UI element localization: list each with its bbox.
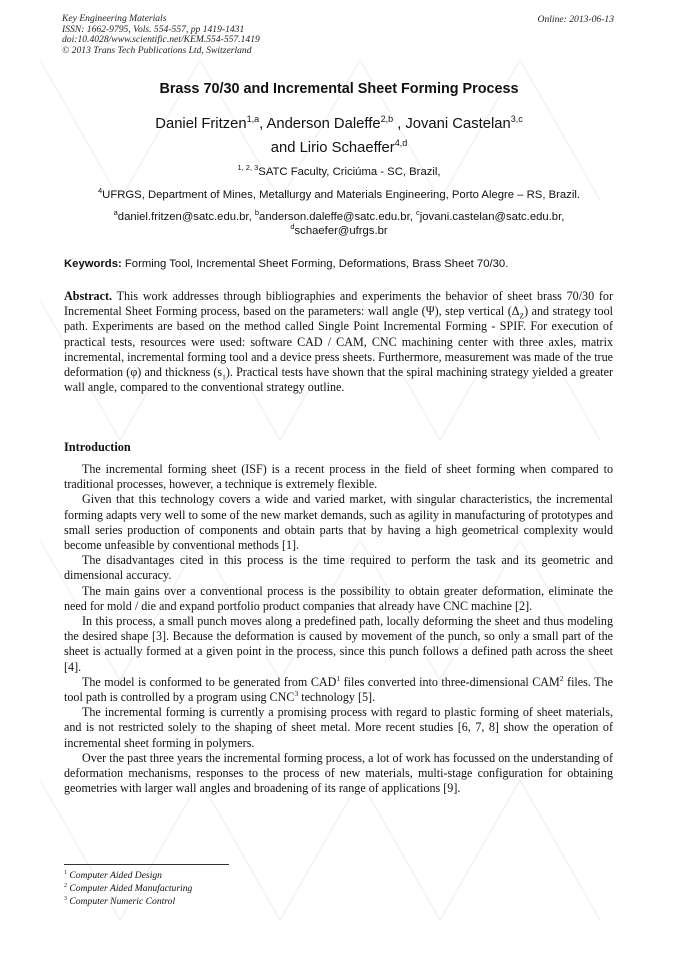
footnote-number: 2 [64, 883, 67, 889]
email-line-2 [0, 222, 678, 237]
author-affil-mark: 3,c [510, 114, 523, 124]
author-affil-mark: 1,a [246, 114, 260, 124]
abstract-label: Abstract. [64, 289, 113, 303]
paragraph: The incremental forming sheet (ISF) is a recent process in the field of sheet forming when compared to traditional processes, however, a technique is extremely flexible. [64, 462, 613, 492]
footnote-rule [64, 864, 229, 865]
footnote-text: Computer Aided Manufacturing [69, 883, 193, 895]
email-mark: b [254, 208, 260, 217]
section-heading: Introduction [64, 440, 131, 454]
paragraph: In this process, a small punch moves along a predefined path, locally deforming the sheet and thus modeling the desired shape [3]. Because the deformation is caused by movement of the punch, so only a small part of the sheet is actually formed at a given point in the process, since this punch follows a defined path across the sheet [4]. [64, 614, 613, 674]
text-run: files converted into three-dimensional CAM [340, 674, 560, 689]
author-affil-mark: 2,b [380, 114, 394, 124]
email-link[interactable]: daniel.fritzen@satc.edu.br, [117, 210, 255, 223]
author-name: , Anderson Daleffe [259, 115, 381, 132]
footnote-ref[interactable]: 3 [294, 689, 299, 699]
introduction-body [64, 462, 613, 796]
paragraph [64, 675, 613, 705]
subscript: Z [519, 311, 525, 321]
abstract-paragraph [64, 289, 613, 395]
paragraph: Given that this technology covers a wide and varied market, with singular characteristics, the incremental forming adapts very well to some of the new market demands, such as agility in manufacturing of prototypes and small series production of components and obtain parts that by having a high geometrical complexity would become unfeasible by conventional methods [1]. [64, 492, 613, 553]
footnote [64, 883, 192, 894]
paragraph: Over the past three years the incremental forming process, a lot of work has focussed on the understanding of deformation mechanisms, responses to the process of new materials, multi-stage configuration for obtaining geometries with larger wall angles and broadening of its range of applications [9]. [64, 750, 613, 796]
author-name: Daniel Fritzen [155, 115, 247, 132]
issn-line: ISSN: 1662-9795, Vols. 554-557, pp 1419-1431 [62, 23, 245, 35]
paragraph: The disadvantages cited in this process is the time required to perform the task and its geometric and dimensional accuracy. [64, 553, 613, 583]
paragraph: The main gains over a conventional process is the possibility to obtain greater deformation, eliminate the need for mold / die and expand portfolio product companies that already have CNC machine [2]. [64, 583, 613, 613]
email-link[interactable]: schaefer@ufrgs.br [294, 224, 388, 237]
keywords [64, 258, 508, 270]
copyright-line: © 2013 Trans Tech Publications Ltd, Switzerland [62, 44, 252, 56]
keywords-label: Keywords: [64, 258, 122, 270]
footnote-number: 1 [64, 870, 67, 876]
author-affil-mark: 4,d [394, 138, 408, 148]
footnote [64, 870, 162, 881]
abstract [64, 289, 613, 395]
keywords-text: Forming Tool, Incremental Sheet Forming, Deformations, Brass Sheet 70/30. [121, 258, 509, 270]
author-line-1 [0, 114, 678, 132]
footnote-number: 3 [64, 896, 67, 902]
doi-line: doi:10.4028/www.scientific.net/KEM.554-557.1419 [62, 34, 260, 46]
affil-text: UFRGS, Department of Mines, Metallurgy and Materials Engineering, Porto Alegre – RS, Brazil. [102, 188, 580, 201]
footnote-text: Computer Numeric Control [69, 896, 176, 908]
email-link[interactable]: jovani.castelan@satc.edu.br, [419, 210, 565, 223]
abstract-text: ). Practical tests have shown that the spiral machining strategy yielded a greater wall angle, compared to the conventional strategy outline. [64, 365, 613, 395]
text-run: technology [5]. [298, 690, 376, 705]
author-line-2 [0, 138, 678, 156]
author-name: , Jovani Castelan [393, 115, 511, 132]
author-name: and Lirio Schaeffer [270, 139, 395, 156]
footnote [64, 896, 175, 907]
journal-header [62, 14, 260, 56]
footnote-text: Computer Aided Design [69, 870, 162, 882]
journal-name: Key Engineering Materials [62, 13, 167, 24]
abstract-text: ) and strategy tool path. Experiments are based on the method called Single Point Incremental Forming - SPIF. For execution of practical tests, resources were used: software CAD / CAM, CNC machining center with three axles, matrix incremental, incremental forming tool and a device press sheets. Furthermore, measurement was made of the true deformation (φ) and thickness (s [64, 304, 613, 380]
affil-mark: 1, 2, 3 [237, 163, 259, 172]
text-run: files. The tool path is controlled by a program using CNC [64, 674, 613, 705]
affil-mark: 4 [98, 186, 103, 195]
email-mark: c [416, 208, 420, 217]
affiliation-1 [0, 163, 678, 178]
email-mark: d [290, 222, 295, 231]
abstract-text: This work addresses through bibliographies and experiments the behavior of sheet brass 70/30 for Incremental Sheet Forming process, based on the parameters: wall angle (Ψ), step vertical (Δ [64, 289, 613, 319]
subscript: 1 [222, 372, 226, 382]
paragraph: The incremental forming is currently a promising process with regard to plastic forming of sheet materials, and is not restricted solely to the shaping of sheet metal. More recent studies [6, 7, 8] show the operation of incremental sheet forming in polymers. [64, 705, 613, 750]
email-link[interactable]: anderson.daleffe@satc.edu.br, [259, 210, 417, 223]
affil-text: SATC Faculty, Criciúma - SC, Brazil, [258, 165, 441, 178]
text-run: The model is conformed to be generated from CAD [82, 674, 337, 689]
online-date: Online: 2013-06-13 [537, 14, 614, 25]
email-line-1 [0, 208, 678, 223]
footnote-ref[interactable]: 1 [336, 673, 341, 683]
affiliation-2 [0, 186, 678, 201]
email-mark: a [113, 208, 118, 217]
footnote-ref[interactable]: 2 [559, 673, 564, 683]
paper-title: Brass 70/30 and Incremental Sheet Forming Process [159, 81, 519, 97]
